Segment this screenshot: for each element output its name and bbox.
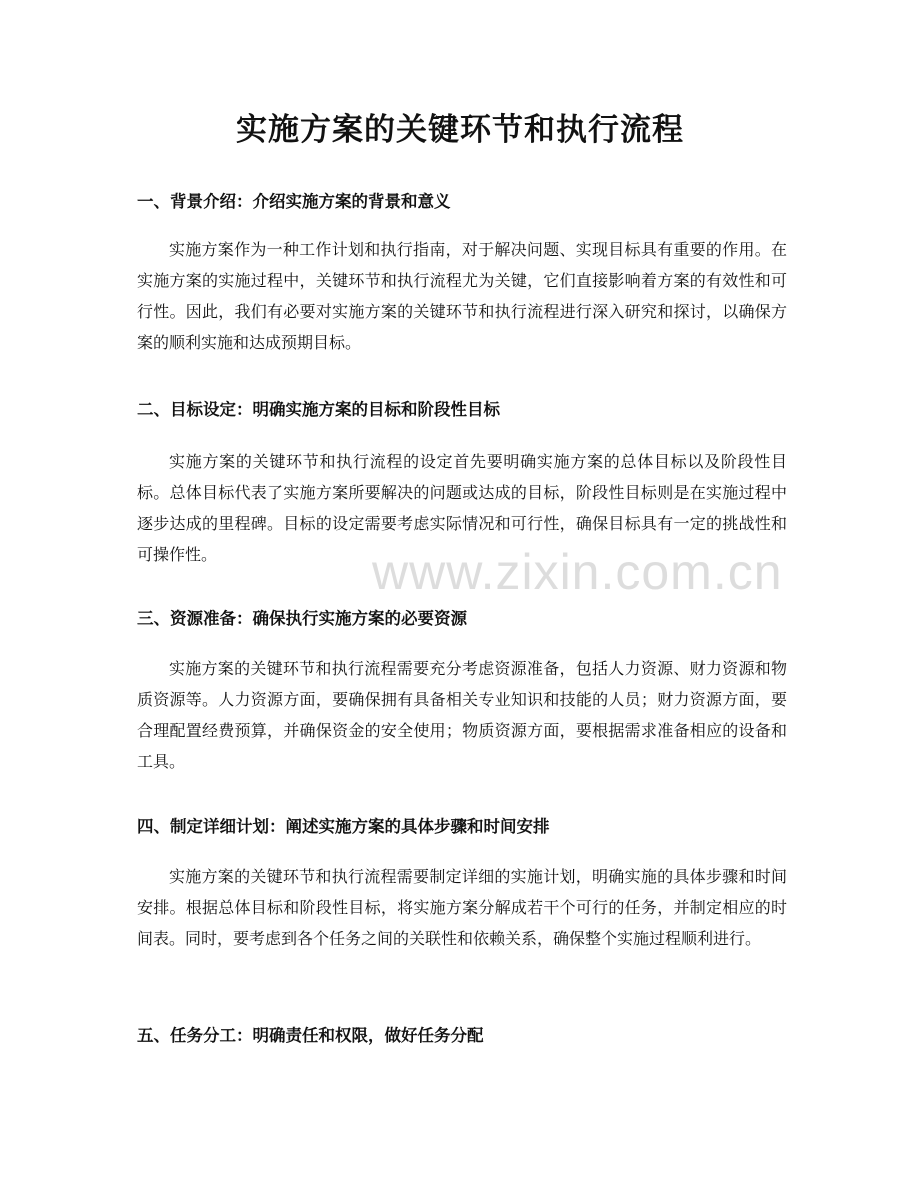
section-paragraph-resources: 实施方案的关键环节和执行流程需要充分考虑资源准备，包括人力资源、财力资源和物质资源等。人力资源方面，要确保拥有具备相关专业知识和技能的人员；财力资源方面，要合理配置经费预算，并确保资金的安全使用；物质资源方面，要根据需求准备相应的设备和工具。: [137, 659, 787, 771]
section-heading-goals: 二、目标设定：明确实施方案的目标和阶段性目标: [137, 400, 500, 419]
section-heading-resources: 三、资源准备：确保执行实施方案的必要资源: [137, 609, 467, 628]
section-paragraph-background: 实施方案作为一种工作计划和执行指南，对于解决问题、实现目标具有重要的作用。在实施方案的实施过程中，关键环节和执行流程尤为关键，它们直接影响着方案的有效性和可行性。因此，我们有必要对实施方案的关键环节和执行流程进行深入研究和探讨，以确保方案的顺利实施和达成预期目标。: [137, 240, 787, 352]
watermark-text: www.zixin.com.cn: [372, 544, 783, 600]
section-heading-background: 一、背景介绍：介绍实施方案的背景和意义: [137, 192, 451, 211]
document-title: 实施方案的关键环节和执行流程: [236, 112, 684, 148]
section-heading-plan: 四、制定详细计划：阐述实施方案的具体步骤和时间安排: [137, 817, 550, 836]
section-paragraph-goals: 实施方案的关键环节和执行流程的设定首先要明确实施方案的总体目标以及阶段性目标。总体目标代表了实施方案所要解决的问题或达成的目标，阶段性目标则是在实施过程中逐步达成的里程碑。目标的设定需要考虑实际情况和可行性，确保目标具有一定的挑战性和可操作性。: [137, 452, 787, 564]
section-heading-task-assignment: 五、任务分工：明确责任和权限，做好任务分配: [137, 1026, 484, 1045]
section-paragraph-plan: 实施方案的关键环节和执行流程需要制定详细的实施计划，明确实施的具体步骤和时间安排。根据总体目标和阶段性目标，将实施方案分解成若干个可行的任务，并制定相应的时间表。同时，要考虑到各个任务之间的关联性和依赖关系，确保整个实施过程顺利进行。: [137, 867, 787, 948]
